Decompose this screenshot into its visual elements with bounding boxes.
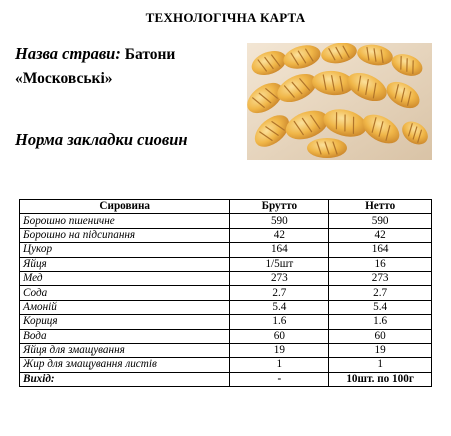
column-header-netto: Нетто <box>329 200 432 214</box>
ingredient-name: Борошно на підсипання <box>20 228 230 242</box>
netto-value: 273 <box>329 271 432 285</box>
ingredient-name: Цукор <box>20 243 230 257</box>
netto-value: 1 <box>329 358 432 372</box>
brutto-value: 2.7 <box>230 286 329 300</box>
ingredients-table <box>19 199 432 387</box>
column-header-ingredient: Сировина <box>20 200 230 214</box>
output-netto: 10шт. по 100г <box>329 372 432 386</box>
brutto-value: 42 <box>230 228 329 242</box>
ingredient-name: Амоній <box>20 300 230 314</box>
dish-label: Назва страви: <box>15 44 121 63</box>
document-title: ТЕХНОЛОГІЧНА КАРТА <box>145 10 306 25</box>
netto-value: 1.6 <box>329 315 432 329</box>
table-row <box>20 343 432 357</box>
table-header-row <box>20 200 432 214</box>
netto-value: 590 <box>329 214 432 228</box>
brutto-value: 164 <box>230 243 329 257</box>
brutto-value: 1/5шт <box>230 257 329 271</box>
ingredient-name: Мед <box>20 271 230 285</box>
output-brutto: - <box>230 372 329 386</box>
table-row <box>20 243 432 257</box>
brutto-value: 590 <box>230 214 329 228</box>
column-header-brutto: Брутто <box>230 200 329 214</box>
dish-name: Батони «Московські» <box>15 46 176 87</box>
output-row <box>20 372 432 386</box>
netto-value: 5.4 <box>329 300 432 314</box>
output-label: Вихід: <box>20 372 230 386</box>
ingredient-name: Яйця для змащування <box>20 343 230 357</box>
ingredient-name: Яйця <box>20 257 230 271</box>
ingredient-name: Сода <box>20 286 230 300</box>
brutto-value: 273 <box>230 271 329 285</box>
table-row <box>20 300 432 314</box>
netto-value: 2.7 <box>329 286 432 300</box>
netto-value: 60 <box>329 329 432 343</box>
ingredient-name: Борошно пшеничне <box>20 214 230 228</box>
ingredient-name: Кориця <box>20 315 230 329</box>
table-row <box>20 329 432 343</box>
table-row <box>20 271 432 285</box>
brutto-value: 5.4 <box>230 300 329 314</box>
table-row <box>20 214 432 228</box>
brutto-value: 60 <box>230 329 329 343</box>
netto-value: 19 <box>329 343 432 357</box>
ingredient-name: Жир для змащування листів <box>20 358 230 372</box>
ingredient-name: Вода <box>20 329 230 343</box>
table-row <box>20 228 432 242</box>
table-row <box>20 286 432 300</box>
brutto-value: 19 <box>230 343 329 357</box>
brutto-value: 1.6 <box>230 315 329 329</box>
brutto-value: 1 <box>230 358 329 372</box>
buns-photo <box>247 43 432 160</box>
table-row <box>20 257 432 271</box>
table-row <box>20 358 432 372</box>
netto-value: 42 <box>329 228 432 242</box>
dish-name-block <box>15 42 240 91</box>
netto-value: 16 <box>329 257 432 271</box>
netto-value: 164 <box>329 243 432 257</box>
table-row <box>20 315 432 329</box>
norm-heading: Норма закладки сиовин <box>15 130 188 149</box>
